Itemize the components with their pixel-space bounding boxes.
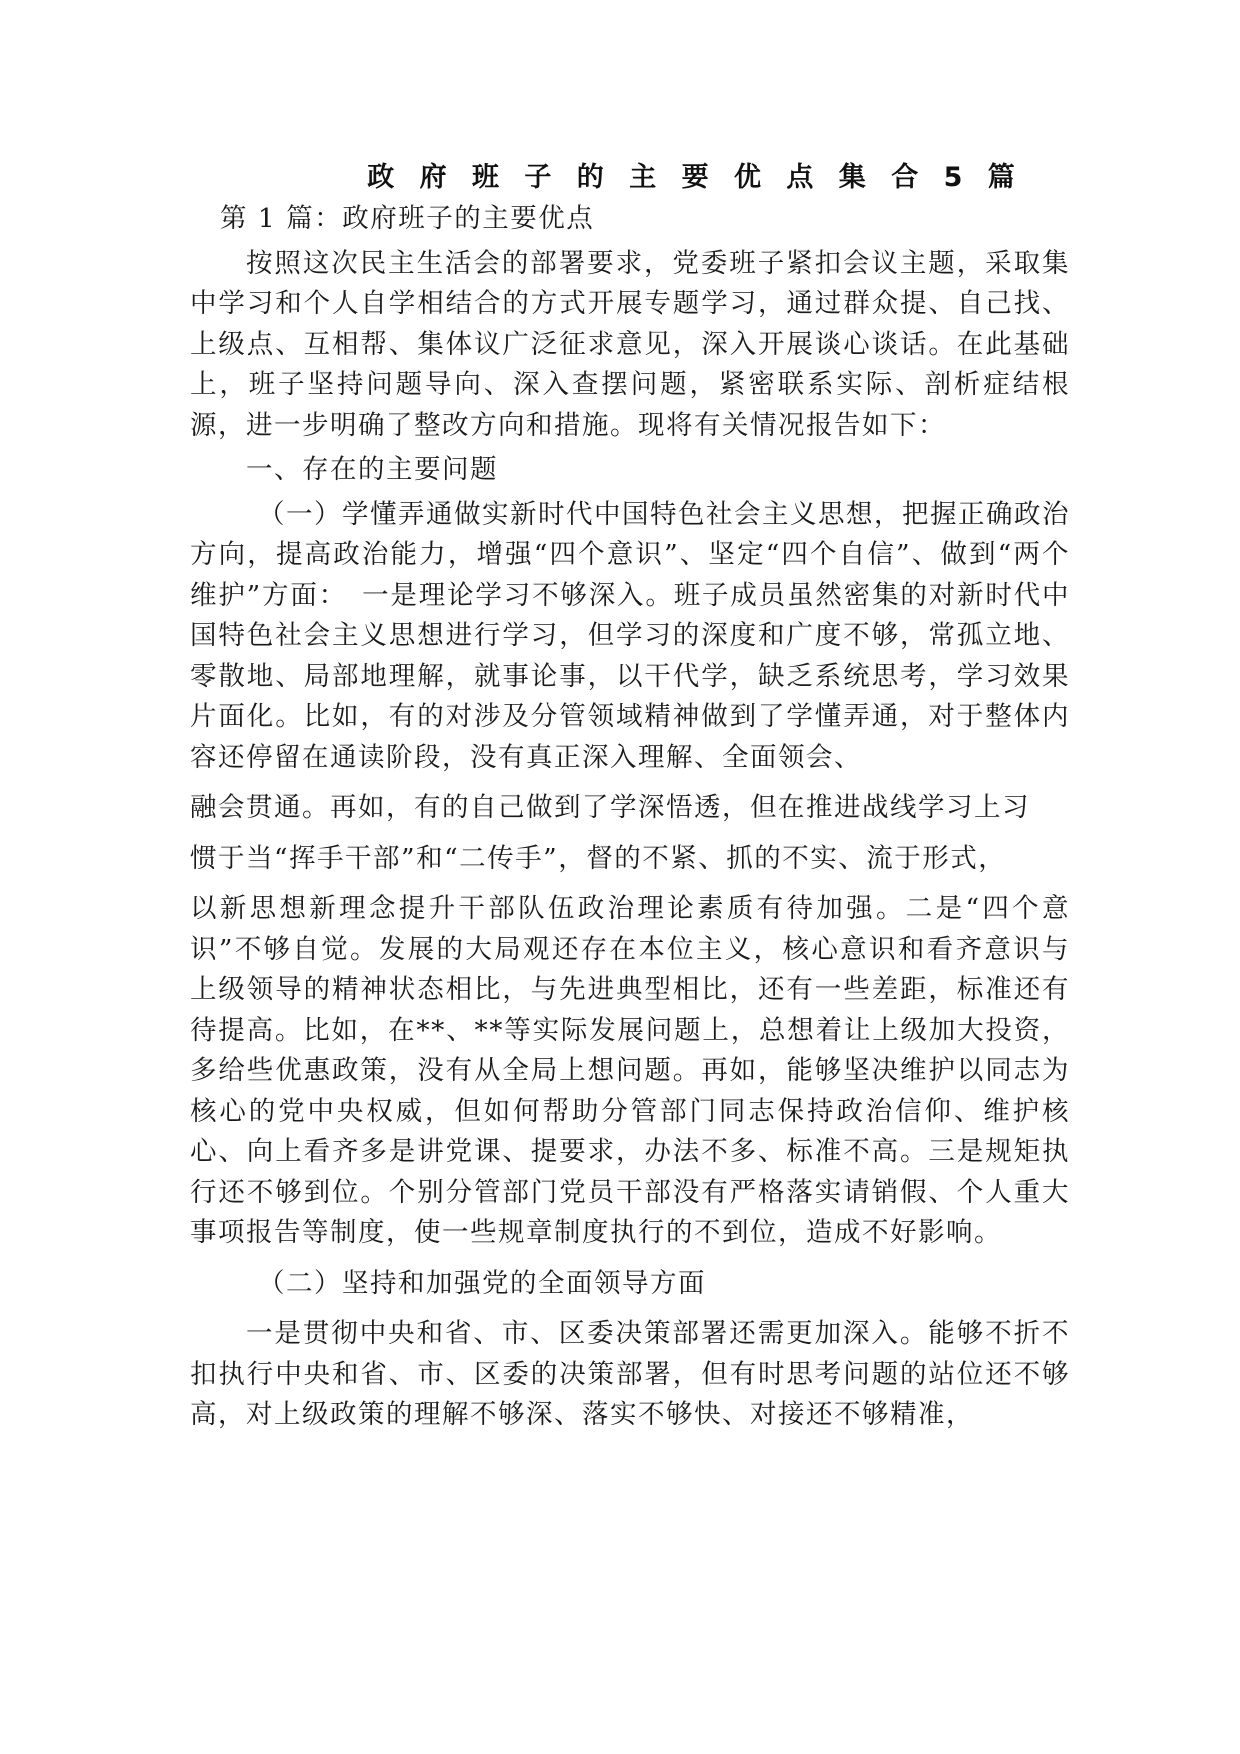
subsection-paragraph: （一）学懂弄通做实新时代中国特色社会主义思想，把握正确政治方向，提高政治能力，增强“四个意识”、坚定“四个自信”、做到“两个维护”方面： 一是理论学习不够深入。班子成员虽然密集的对新时代中国特色社会主义思想进行学习，但学习的深度和广度不够，常孤立地、零散地、局部地理解，就事论事，以干代学，缺乏系统思考，学习效果片面化。比如，有的对涉及分管领域精神做到了学懂弄通，对于整体内容还停留在通读阶段，没有真正深入理解、全面领会、	[190, 498, 1070, 773]
subsection-paragraph: 一是贯彻中央和省、市、区委决策部署还需更加深入。能够不折不扣执行中央和省、市、区委的决策部署，但有时思考问题的站位还不够高，对上级政策的理解不够深、落实不够快、对接还不够精准，	[190, 1318, 1070, 1430]
article-subtitle: 第 1 篇：政府班子的主要优点	[220, 203, 595, 234]
section-heading: 一、存在的主要问题	[246, 454, 498, 485]
subsection-paragraph-line: 融会贯通。再如，有的自己做到了学深悟透，但在推进战线学习上习	[190, 792, 1030, 823]
subsection-paragraph-line: 惯于当“挥手干部”和“二传手”，督的不紧、抓的不实、流于形式，	[190, 842, 1007, 874]
document-title: 政 府 班 子 的 主 要 优 点 集 合 5 篇	[367, 162, 1023, 193]
subsection-heading: （二）坚持和加强党的全面领导方面	[258, 1267, 706, 1299]
subsection-paragraph-continued: 以新思想新理念提升干部队伍政治理论素质有待加强。二是“四个意识”不够自觉。发展的大局观还存在本位主义，核心意识和看齐意识与上级领导的精神状态相比，与先进典型相比，还有一些差距，标准还有待提高。比如，在**、**等实际发展问题上，总想着让上级加大投资，多给些优惠政策，没有从全局上想问题。再如，能够坚决维护以同志为核心的党中央权威，但如何帮助分管部门同志保持政治信仰、维护核心、向上看齐多是讲党课、提要求，办法不多、标准不高。三是规矩执行还不够到位。个别分管部门党员干部没有严格落实请销假、个人重大事项报告等制度，使一些规章制度执行的不到位，造成不好影响。	[190, 893, 1070, 1248]
document-body	[190, 199, 1070, 1436]
intro-paragraph: 按照这次民主生活会的部署要求，党委班子紧扣会议主题，采取集中学习和个人自学相结合的方式开展专题学习，通过群众提、自己找、上级点、互相帮、集体议广泛征求意见，深入开展谈心谈话。在此基础上，班子坚持问题导向、深入查摆问题，紧密联系实际、剖析症结根源，进一步明确了整改方向和措施。现将有关情况报告如下：	[190, 247, 1070, 441]
